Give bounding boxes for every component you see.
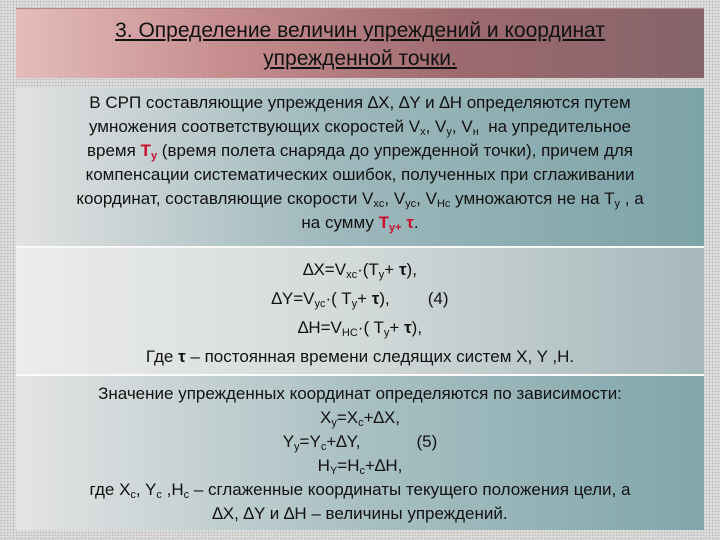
formula-block-4 bbox=[16, 248, 704, 374]
desc-line-6: на сумму $T_{у+}$ τ. bbox=[301, 213, 419, 234]
description-block bbox=[16, 88, 704, 246]
desc-line-2: умножения соответствующих скоростей $V_x$, $V_y$, $V_н$ на упредительное bbox=[88, 117, 632, 138]
equation-number-4: (4) bbox=[427, 289, 449, 308]
title-line-2: упрежденной точки. bbox=[263, 47, 457, 70]
formula-dh: $\Delta H=V_{HC}\cdot$( $T_y+ \tau$), bbox=[297, 318, 423, 339]
desc-line-4: компенсации систематических ошибок, полученных при сглаживании bbox=[85, 165, 635, 184]
desc-line-1: В СРП составляющие упреждения ∆X, ∆Y и ∆H определяются путем bbox=[89, 93, 631, 112]
formula-dx: $\Delta X=V_{xc}\cdot(T_y+ \tau)$, bbox=[303, 260, 417, 281]
formula-dy: $\Delta Y=V_{yc}\cdot$( $T_y+ \tau$), (4) bbox=[271, 289, 449, 310]
desc-line-3: время $T_у$ (время полета снаряда до упрежденной точки), причем для bbox=[86, 141, 633, 162]
equation-number-5: (5) bbox=[416, 432, 438, 451]
formula-yy: $Y_y=Y_c+\Delta Y$, (5) bbox=[282, 432, 438, 453]
lead-time-sum-term: $T_{у+}$ τ bbox=[378, 213, 414, 234]
leads-definition: ∆X, ∆Y и ∆H – величины упреждений. bbox=[212, 504, 508, 523]
desc-line-5: координат, составляющие скорости $V_{xc}$, $V_{yc}$, $V_{Hc}$ умножаются не на $T_y$ , а bbox=[76, 189, 644, 210]
formula-hy: $H_Y=H_c+\Delta H$, bbox=[317, 456, 403, 477]
formula-tau-note: Где τ – постоянная времени следящих систем X, Y ,H. bbox=[145, 347, 575, 366]
formula-xy: $X_y=X_c+\Delta X$, bbox=[319, 408, 400, 429]
coords-explanation: где $X_c$, $Y_c$ $,H_c$ – сглаженные координаты текущего положения цели, а bbox=[89, 480, 631, 501]
formula-block-5 bbox=[16, 376, 704, 530]
lead-time-term: $T_у$ bbox=[140, 141, 158, 162]
title-line-1: 3. Определение величин упреждений и координат bbox=[115, 19, 605, 42]
slide-title bbox=[16, 8, 704, 78]
coords-intro: Значение упрежденных координат определяются по зависимости: bbox=[98, 384, 622, 403]
